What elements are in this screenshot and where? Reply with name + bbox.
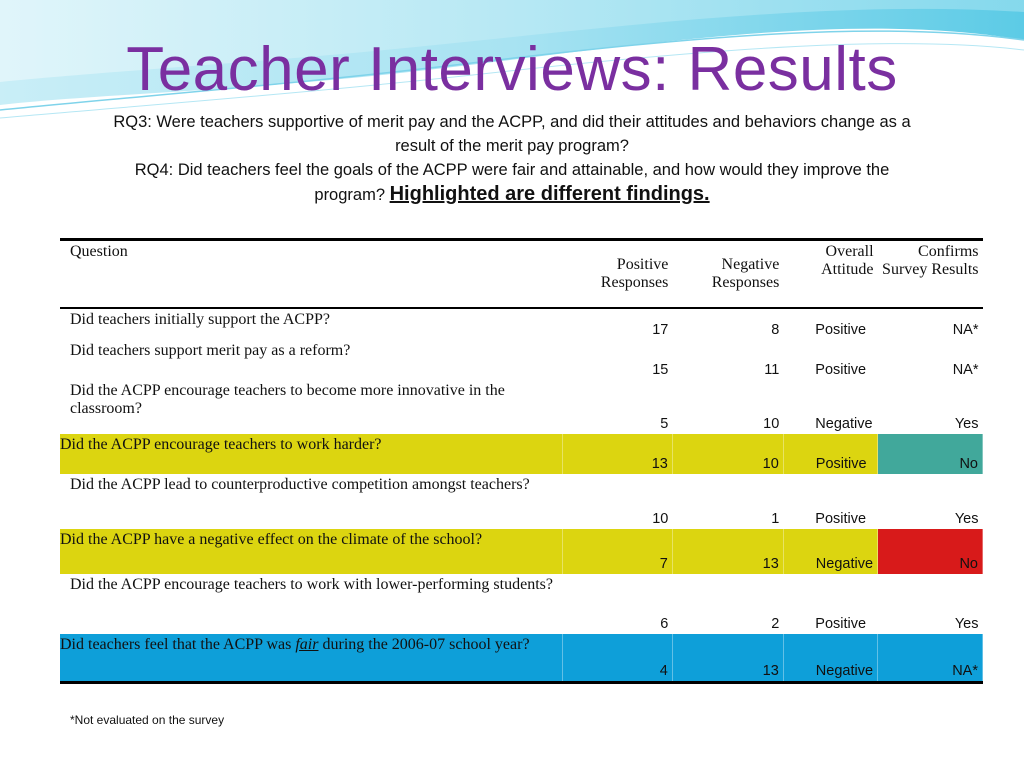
positive-cell: 5 <box>660 416 669 432</box>
attitude-cell: Positive <box>815 511 867 527</box>
negative-cell: 13 <box>672 529 783 574</box>
table-row <box>60 529 983 574</box>
results-table <box>60 238 983 684</box>
header-positive: Positive Responses <box>562 240 672 309</box>
rq3-text: RQ3: Were teachers supportive of merit pay and the ACPP, and did their attitudes and behaviors change as a result of the merit pay program? <box>113 113 911 155</box>
attitude-cell: Negative <box>783 634 877 682</box>
positive-cell: 15 <box>652 362 669 378</box>
confirms-cell: Yes <box>954 511 979 527</box>
attitude-cell: Positive <box>783 434 877 474</box>
table-row <box>60 340 983 380</box>
question-cell: Did teachers support merit pay as a reform? <box>70 342 351 359</box>
negative-cell: 10 <box>763 416 780 432</box>
footnote: *Not evaluated on the survey <box>70 713 225 727</box>
positive-cell: 17 <box>652 322 669 338</box>
attitude-cell: Negative <box>783 529 877 574</box>
positive-cell: 4 <box>562 634 672 682</box>
confirms-cell: No <box>878 434 983 474</box>
question-text-end: during the 2006-07 school year? <box>318 636 530 653</box>
confirms-cell: NA* <box>952 322 979 338</box>
attitude-cell: Negative <box>815 416 873 432</box>
header-negative: Negative Responses <box>672 240 783 309</box>
header-attitude: Overall Attitude <box>783 240 877 309</box>
negative-cell: 10 <box>672 434 783 474</box>
negative-cell: 11 <box>764 362 780 378</box>
question-cell: Did the ACPP have a negative effect on the climate of the school? <box>60 529 562 574</box>
negative-cell: 1 <box>771 511 780 527</box>
confirms-cell: No <box>878 529 983 574</box>
positive-cell: 6 <box>660 616 669 632</box>
table-row <box>60 474 983 529</box>
question-text-start: Did teachers feel that the ACPP was <box>60 636 296 653</box>
confirms-cell: Yes <box>954 616 979 632</box>
question-cell: Did the ACPP lead to counterproductive competition amongst teachers? <box>70 476 530 493</box>
attitude-cell: Positive <box>815 322 867 338</box>
table-row <box>60 634 983 682</box>
page-title: Teacher Interviews: Results <box>126 35 898 104</box>
question-cell: Did the ACPP encourage teachers to work harder? <box>60 434 562 474</box>
table-row <box>60 308 983 340</box>
rq4-text: RQ4: Did teachers feel the goals of the ACPP were fair and attainable, and how would they improve the program? <box>134 161 890 204</box>
question-emphasis: fair <box>295 636 319 653</box>
attitude-cell: Positive <box>815 362 867 378</box>
negative-cell: 13 <box>672 634 783 682</box>
question-cell: Did the ACPP encourage teachers to work with lower-performing students? <box>70 576 553 593</box>
negative-cell: 2 <box>771 616 780 632</box>
header-confirms: Confirms Survey Results <box>878 240 983 309</box>
header-question: Question <box>60 240 562 309</box>
table-row <box>60 434 983 474</box>
research-questions <box>100 110 924 207</box>
table-header-row <box>60 240 983 309</box>
table-row <box>60 380 983 434</box>
positive-cell: 13 <box>562 434 672 474</box>
question-cell: Did teachers initially support the ACPP? <box>70 311 330 328</box>
attitude-cell: Positive <box>815 616 867 632</box>
question-cell <box>60 634 562 682</box>
table-row <box>60 574 983 634</box>
positive-cell: 7 <box>562 529 672 574</box>
confirms-cell: NA* <box>878 634 983 682</box>
positive-cell: 10 <box>652 511 669 527</box>
highlight-note: Highlighted are different findings. <box>389 183 710 205</box>
confirms-cell: Yes <box>954 416 979 432</box>
question-cell: Did the ACPP encourage teachers to become more innovative in the classroom? <box>70 382 505 417</box>
negative-cell: 8 <box>771 322 780 338</box>
confirms-cell: NA* <box>952 362 979 378</box>
